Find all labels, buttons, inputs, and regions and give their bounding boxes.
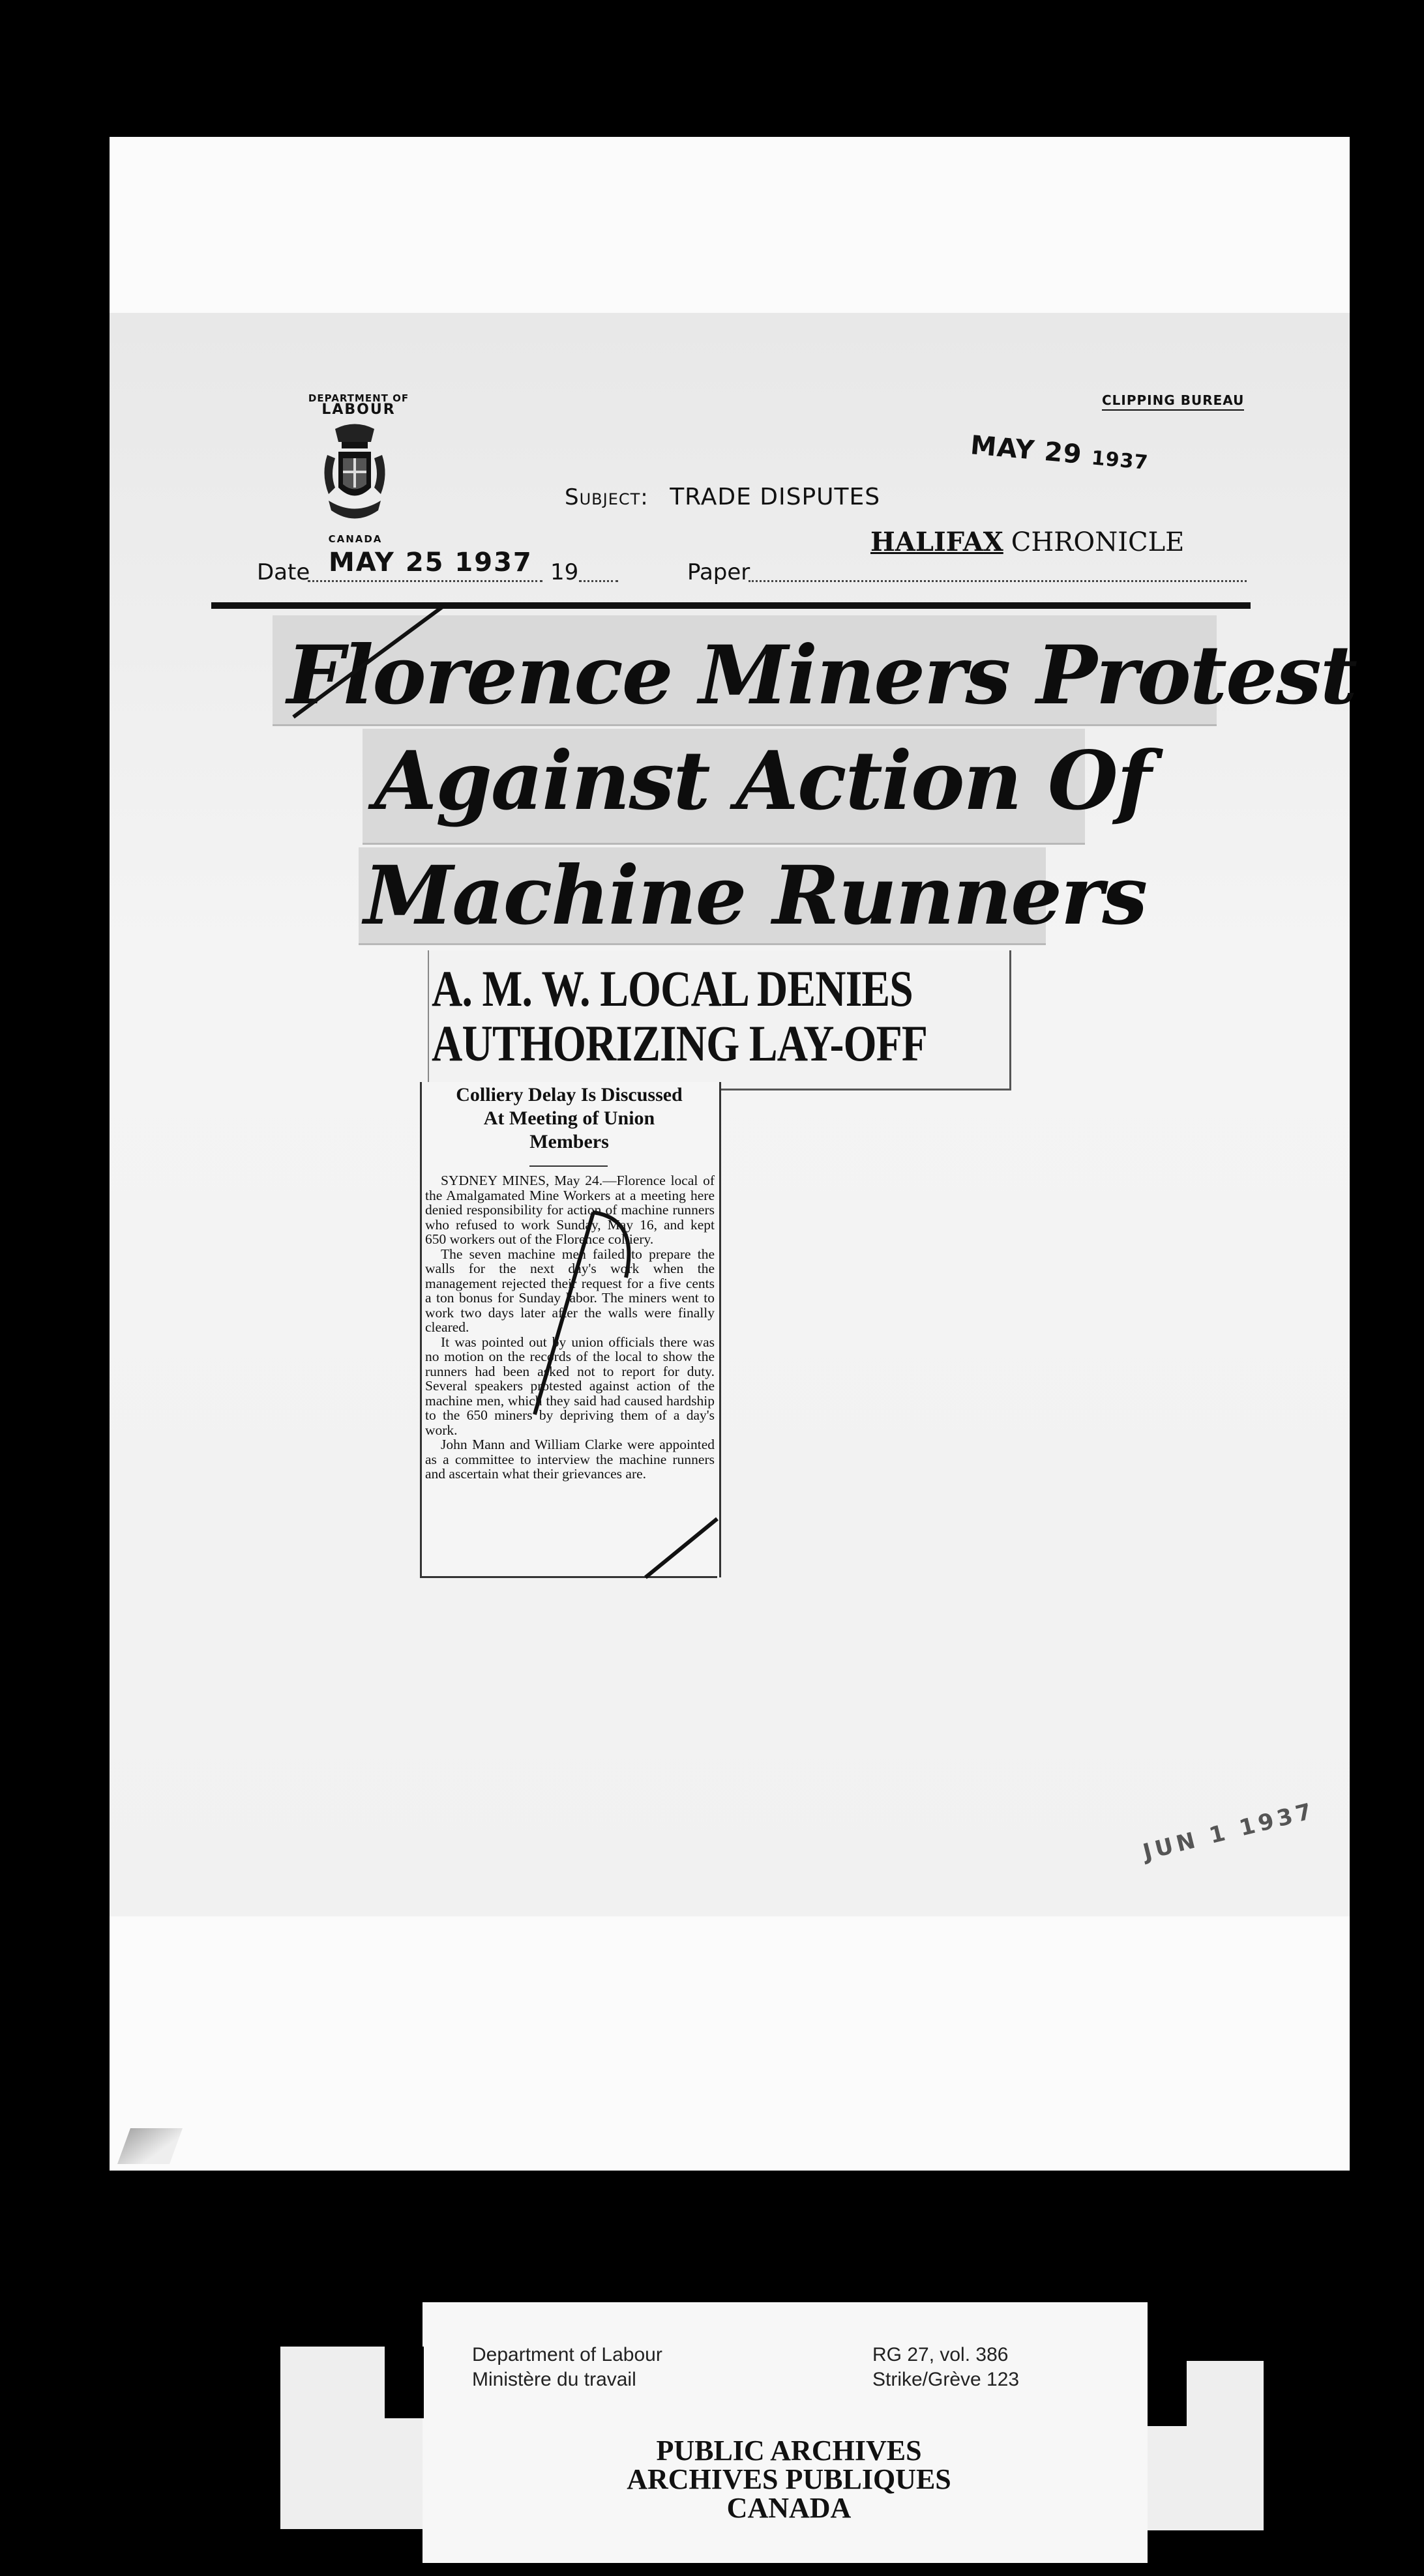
article-paragraph: John Mann and William Clarke were appointed as a committee to interview the machine runners and ascertain what their grievances are. xyxy=(425,1437,715,1482)
archives-line-2: ARCHIVES PUBLIQUES xyxy=(627,2463,951,2495)
paper-suffix: CHRONICLE xyxy=(1011,527,1185,557)
archives-title xyxy=(496,2437,1082,2523)
date-stamp: MAY 25 1937 xyxy=(329,548,533,578)
date-label: Date xyxy=(257,559,310,585)
received-year: 1937 xyxy=(1090,446,1150,475)
label-notch-left xyxy=(385,2347,424,2418)
department-line2: LABOUR xyxy=(321,402,396,418)
filed-date-stamp: JUN 1 1937 xyxy=(1140,1797,1318,1866)
subhead-line-1: A. M. W. LOCAL DENIES xyxy=(432,960,913,1017)
archives-line-1: PUBLIC ARCHIVES xyxy=(656,2435,922,2466)
clipping-bureau-label: CLIPPING BUREAU xyxy=(1102,392,1244,411)
paper-prefix: HALIFAX xyxy=(870,527,1003,557)
deck-line-3: Members xyxy=(529,1131,609,1152)
archive-label-card xyxy=(423,2302,1148,2563)
headline-line-1: Florence Miners Protest xyxy=(287,628,1357,723)
article-paragraph: It was pointed out by union officials there was no motion on the records of the local to show the runners had been asked not to report for duty. Several speakers protested against action of the machine men, which they said had caused hardship to the 650 miners by depriving them of a day's work. xyxy=(425,1334,715,1438)
subject-label: Subject: xyxy=(565,484,649,510)
subhead-line-2: AUTHORIZING LAY-OFF xyxy=(432,1015,928,1072)
reference-strike: Strike/Grève 123 xyxy=(872,2369,1020,2390)
article-paragraph: The seven machine men failed to prepare the walls for the next day's work when the management rejected their request for a five cents a ton bonus for Sunday labor. The miners went to work two days later after the walls were finally cleared. xyxy=(425,1246,715,1335)
archive-dept xyxy=(472,2343,662,2392)
archive-reference xyxy=(872,2343,1019,2392)
label-notch-right xyxy=(1148,2361,1187,2426)
received-date: MAY 29 xyxy=(969,430,1084,470)
reference-volume: RG 27, vol. 386 xyxy=(872,2344,1009,2365)
paper-label: Paper xyxy=(687,559,750,585)
subject-value: TRADE DISPUTES xyxy=(670,484,881,510)
deck-line-2: At Meeting of Union xyxy=(483,1107,655,1129)
deck-line-1: Colliery Delay Is Discussed xyxy=(456,1084,683,1105)
year-label: 19 xyxy=(550,559,579,585)
dept-french: Ministère du travail xyxy=(472,2369,636,2390)
archives-line-3: CANADA xyxy=(726,2492,852,2524)
article-paragraph: SYDNEY MINES, May 24.—Florence local of the Amalgamated Mine Workers at a meeting here denied responsibility for action of machine runners who refused to work Sunday, May 16, and kept 650 workers out of the Florence colliery. xyxy=(425,1173,715,1247)
country-label: CANADA xyxy=(328,533,383,545)
headline-line-2: Against Action Of xyxy=(374,734,1151,828)
headline-line-3: Machine Runners xyxy=(364,849,1147,943)
department-line1: DEPARTMENT OF xyxy=(308,392,409,404)
dept-english: Department of Labour xyxy=(472,2344,662,2365)
